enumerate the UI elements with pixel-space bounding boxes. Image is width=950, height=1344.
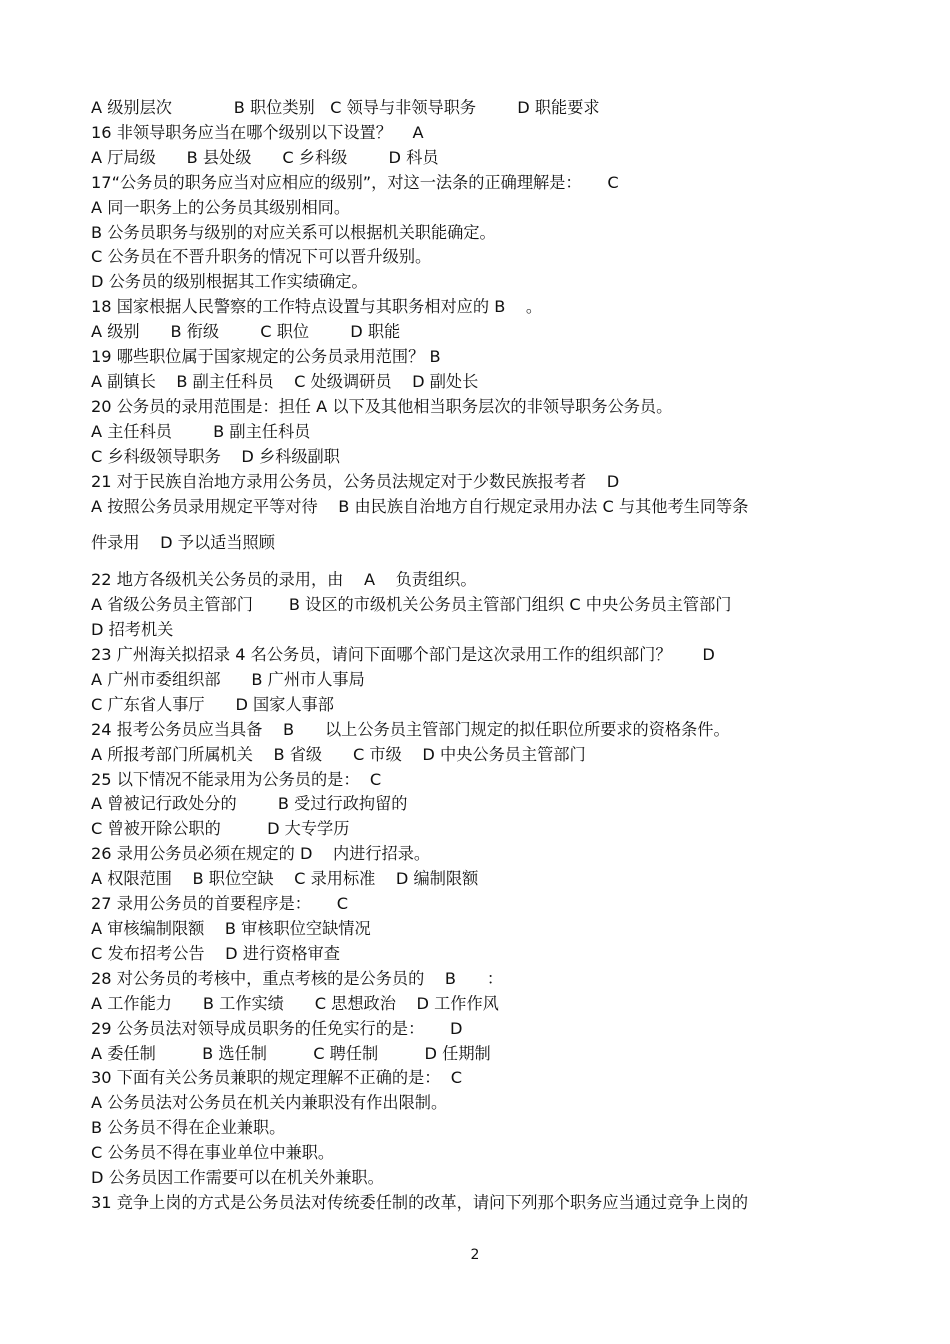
option-line: A 级别 B 衔级 C 职位 D 职能 bbox=[91, 322, 401, 342]
question-line: 28 对公务员的考核中，重点考核的是公务员的 B ： bbox=[91, 968, 504, 988]
option-line: A 级别层次 B 职位类别 C 领导与非领导职务 D 职能要求 bbox=[91, 98, 600, 117]
option-line: A 工作能力 B 工作实绩 C 思想政治 D 工作作风 bbox=[91, 993, 499, 1013]
option-line: A 公务员法对公务员在机关内兼职没有作出限制。 bbox=[91, 1093, 448, 1113]
page-content bbox=[91, 96, 871, 1216]
option-line: A 曾被记行政处分的 B 受过行政拘留的 bbox=[91, 794, 408, 814]
question-line: 27 录用公务员的首要程序是： C bbox=[91, 894, 349, 914]
option-line: A 审核编制限额 B 审核职位空缺情况 bbox=[91, 919, 371, 938]
option-line: C 发布招考公告 D 进行资格审查 bbox=[91, 943, 340, 963]
option-line: A 权限范围 B 职位空缺 C 录用标准 D 编制限额 bbox=[91, 869, 479, 889]
question-line: 26 录用公务员必须在规定的 D 内进行招录。 bbox=[91, 844, 431, 864]
option-line: A 所报考部门所属机关 B 省级 C 市级 D 中央公务员主管部门 bbox=[91, 744, 586, 764]
question-line: 31 竞争上岗的方式是公务员法对传统委任制的改革，请问下列那个职务应当通过竞争上岗的 bbox=[91, 1192, 749, 1212]
option-line: C 公务员在不晋升职务的情况下可以晋升级别。 bbox=[91, 247, 432, 267]
question-line: 22 地方各级机关公务员的录用，由 A 负责组织。 bbox=[91, 570, 477, 590]
question-line: 17“公务员的职务应当对应相应的级别”，对这一法条的正确理解是： C bbox=[91, 172, 619, 192]
option-line: A 按照公务员录用规定平等对待 B 由民族自治地方自行规定录用办法 C 与其他考生同等条 bbox=[91, 496, 749, 516]
question-line: 25 以下情况不能录用为公务员的是： C bbox=[91, 769, 382, 789]
question-line: 29 公务员法对领导成员职务的任免实行的是： D bbox=[91, 1018, 463, 1038]
question-line: 16 非领导职务应当在哪个级别以下设置？ A bbox=[91, 122, 424, 142]
question-line: 19 哪些职位属于国家规定的公务员录用范围？ B bbox=[91, 347, 441, 367]
page-number: 2 bbox=[470, 1247, 480, 1263]
option-line: 件录用 D 予以适当照顾 bbox=[91, 533, 275, 553]
question-line: 18 国家根据人民警察的工作特点设置与其职务相对应的 B 。 bbox=[91, 297, 543, 317]
option-line: D 公务员因工作需要可以在机关外兼职。 bbox=[91, 1168, 384, 1188]
option-line: C 曾被开除公职的 D 大专学历 bbox=[91, 819, 350, 839]
option-line: C 公务员不得在事业单位中兼职。 bbox=[91, 1143, 335, 1163]
question-line: 21 对于民族自治地方录用公务员，公务员法规定对于少数民族报考者 D bbox=[91, 471, 620, 491]
question-line: 23 广州海关拟招录 4 名公务员，请问下面哪个部门是这次录用工作的组织部门？ D bbox=[91, 645, 715, 665]
option-line: A 广州市委组织部 B 广州市人事局 bbox=[91, 669, 365, 689]
question-line: 24 报考公务员应当具备 B 以上公务员主管部门规定的拟任职位所要求的资格条件。 bbox=[91, 719, 730, 739]
option-line: D 公务员的级别根据其工作实绩确定。 bbox=[91, 272, 368, 292]
option-line: C 乡科级领导职务 D 乡科级副职 bbox=[91, 446, 340, 466]
option-line: B 公务员不得在企业兼职。 bbox=[91, 1118, 286, 1138]
option-line: A 委任制 B 选任制 C 聘任制 D 任期制 bbox=[91, 1043, 491, 1063]
option-line: A 厅局级 B 县处级 C 乡科级 D 科员 bbox=[91, 147, 439, 167]
option-line: A 同一职务上的公务员其级别相同。 bbox=[91, 197, 351, 217]
option-line: B 公务员职务与级别的对应关系可以根据机关职能确定。 bbox=[91, 222, 496, 242]
question-line: 30 下面有关公务员兼职的规定理解不正确的是： C bbox=[91, 1068, 463, 1088]
option-line: D 招考机关 bbox=[91, 620, 174, 640]
option-line: C 广东省人事厅 D 国家人事部 bbox=[91, 694, 334, 714]
option-line: A 省级公务员主管部门 B 设区的市级机关公务员主管部门组织 C 中央公务员主管部门 bbox=[91, 595, 732, 615]
option-line: A 主任科员 B 副主任科员 bbox=[91, 421, 311, 441]
question-line: 20 公务员的录用范围是：担任 A 以下及其他相当职务层次的非领导职务公务员。 bbox=[91, 396, 673, 416]
option-line: A 副镇长 B 副主任科员 C 处级调研员 D 副处长 bbox=[91, 371, 479, 391]
